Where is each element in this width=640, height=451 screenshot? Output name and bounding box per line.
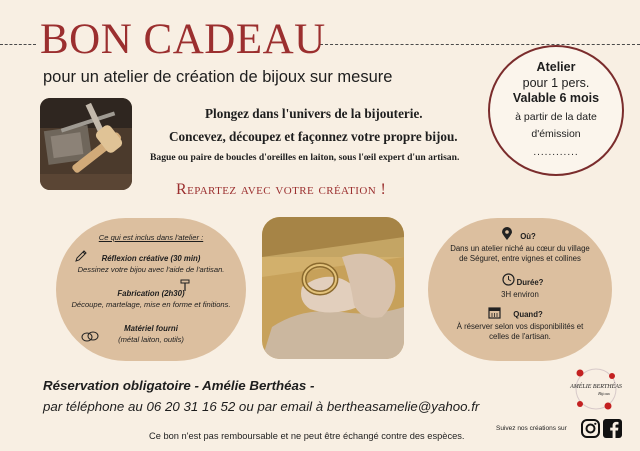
included-item-3-title: Matériel fourni (124, 324, 178, 333)
offer-line-validity: Valable 6 mois (512, 91, 600, 106)
duration-title: Durée? (516, 278, 544, 287)
included-item-3-text: (métal laiton, outils) (118, 335, 184, 344)
workbench-photo (40, 98, 132, 190)
included-panel (56, 218, 246, 361)
offer-line-atelier: Atelier (536, 60, 576, 74)
offer-line-blank: ............ (533, 147, 579, 159)
brand-logo (568, 364, 624, 414)
offer-line-persons: pour 1 pers. (522, 75, 590, 90)
included-item-1-text: Dessinez votre bijou avec l'aide de l'artisan. (77, 265, 225, 274)
intro-line-1: Plongez dans l'univers de la bijouterie. (205, 106, 423, 121)
reservation-title: Réservation obligatoire - Amélie Berthéas - (43, 378, 315, 393)
when-title: Quand? (513, 310, 543, 319)
facebook-icon[interactable] (602, 418, 623, 439)
offer-badge (488, 45, 624, 176)
included-heading: Ce qui est inclus dans l'atelier : (98, 233, 204, 242)
voucher-title: BON CADEAU (40, 16, 326, 63)
included-item-2-title: Fabrication (2h30) (117, 289, 185, 298)
details-panel (428, 218, 612, 361)
instagram-icon[interactable] (580, 418, 601, 439)
where-text-1: Dans un atelier niché au cœur du village (450, 244, 590, 253)
intro-line-3: Bague ou paire de boucles d'oreilles en laiton, sous l'œil expert d'un artisan. (150, 152, 460, 163)
header-left-dash (0, 44, 36, 45)
where-text-2: de Séguret, entre vignes et collines (459, 254, 581, 263)
tagline: Repartez avec votre création ! (176, 181, 387, 198)
reservation-contact: par téléphone au 06 20 31 16 52 ou par email à bertheasamelie@yahoo.fr (43, 399, 480, 414)
included-item-1-title: Réflexion créative (30 min) (101, 254, 201, 263)
when-text-1: À réserver selon vos disponibilités et (456, 322, 584, 331)
included-item-2-text: Découpe, martelage, mise en forme et finitions. (71, 300, 231, 309)
voucher-subtitle: pour un atelier de création de bijoux sur mesure (43, 68, 393, 86)
logo-name: AMÉLIE BERTHÉAS (570, 384, 622, 390)
header-right-dash (320, 44, 640, 45)
logo-bijoux: Bijoux (598, 391, 610, 396)
offer-line-emission: d'émission (531, 128, 581, 140)
ring-photo (262, 217, 404, 359)
disclaimer: Ce bon n'est pas remboursable et ne peut être échangé contre des espèces. (149, 431, 465, 441)
when-text-2: celles de l'artisan. (489, 332, 551, 341)
duration-text: 3H environ (501, 290, 539, 299)
offer-line-from-date: à partir de la date (515, 110, 597, 123)
follow-text: Suivez nos créations sur (496, 425, 567, 432)
where-title: Où? (520, 232, 536, 241)
intro-line-2: Concevez, découpez et façonnez votre propre bijou. (169, 129, 458, 144)
